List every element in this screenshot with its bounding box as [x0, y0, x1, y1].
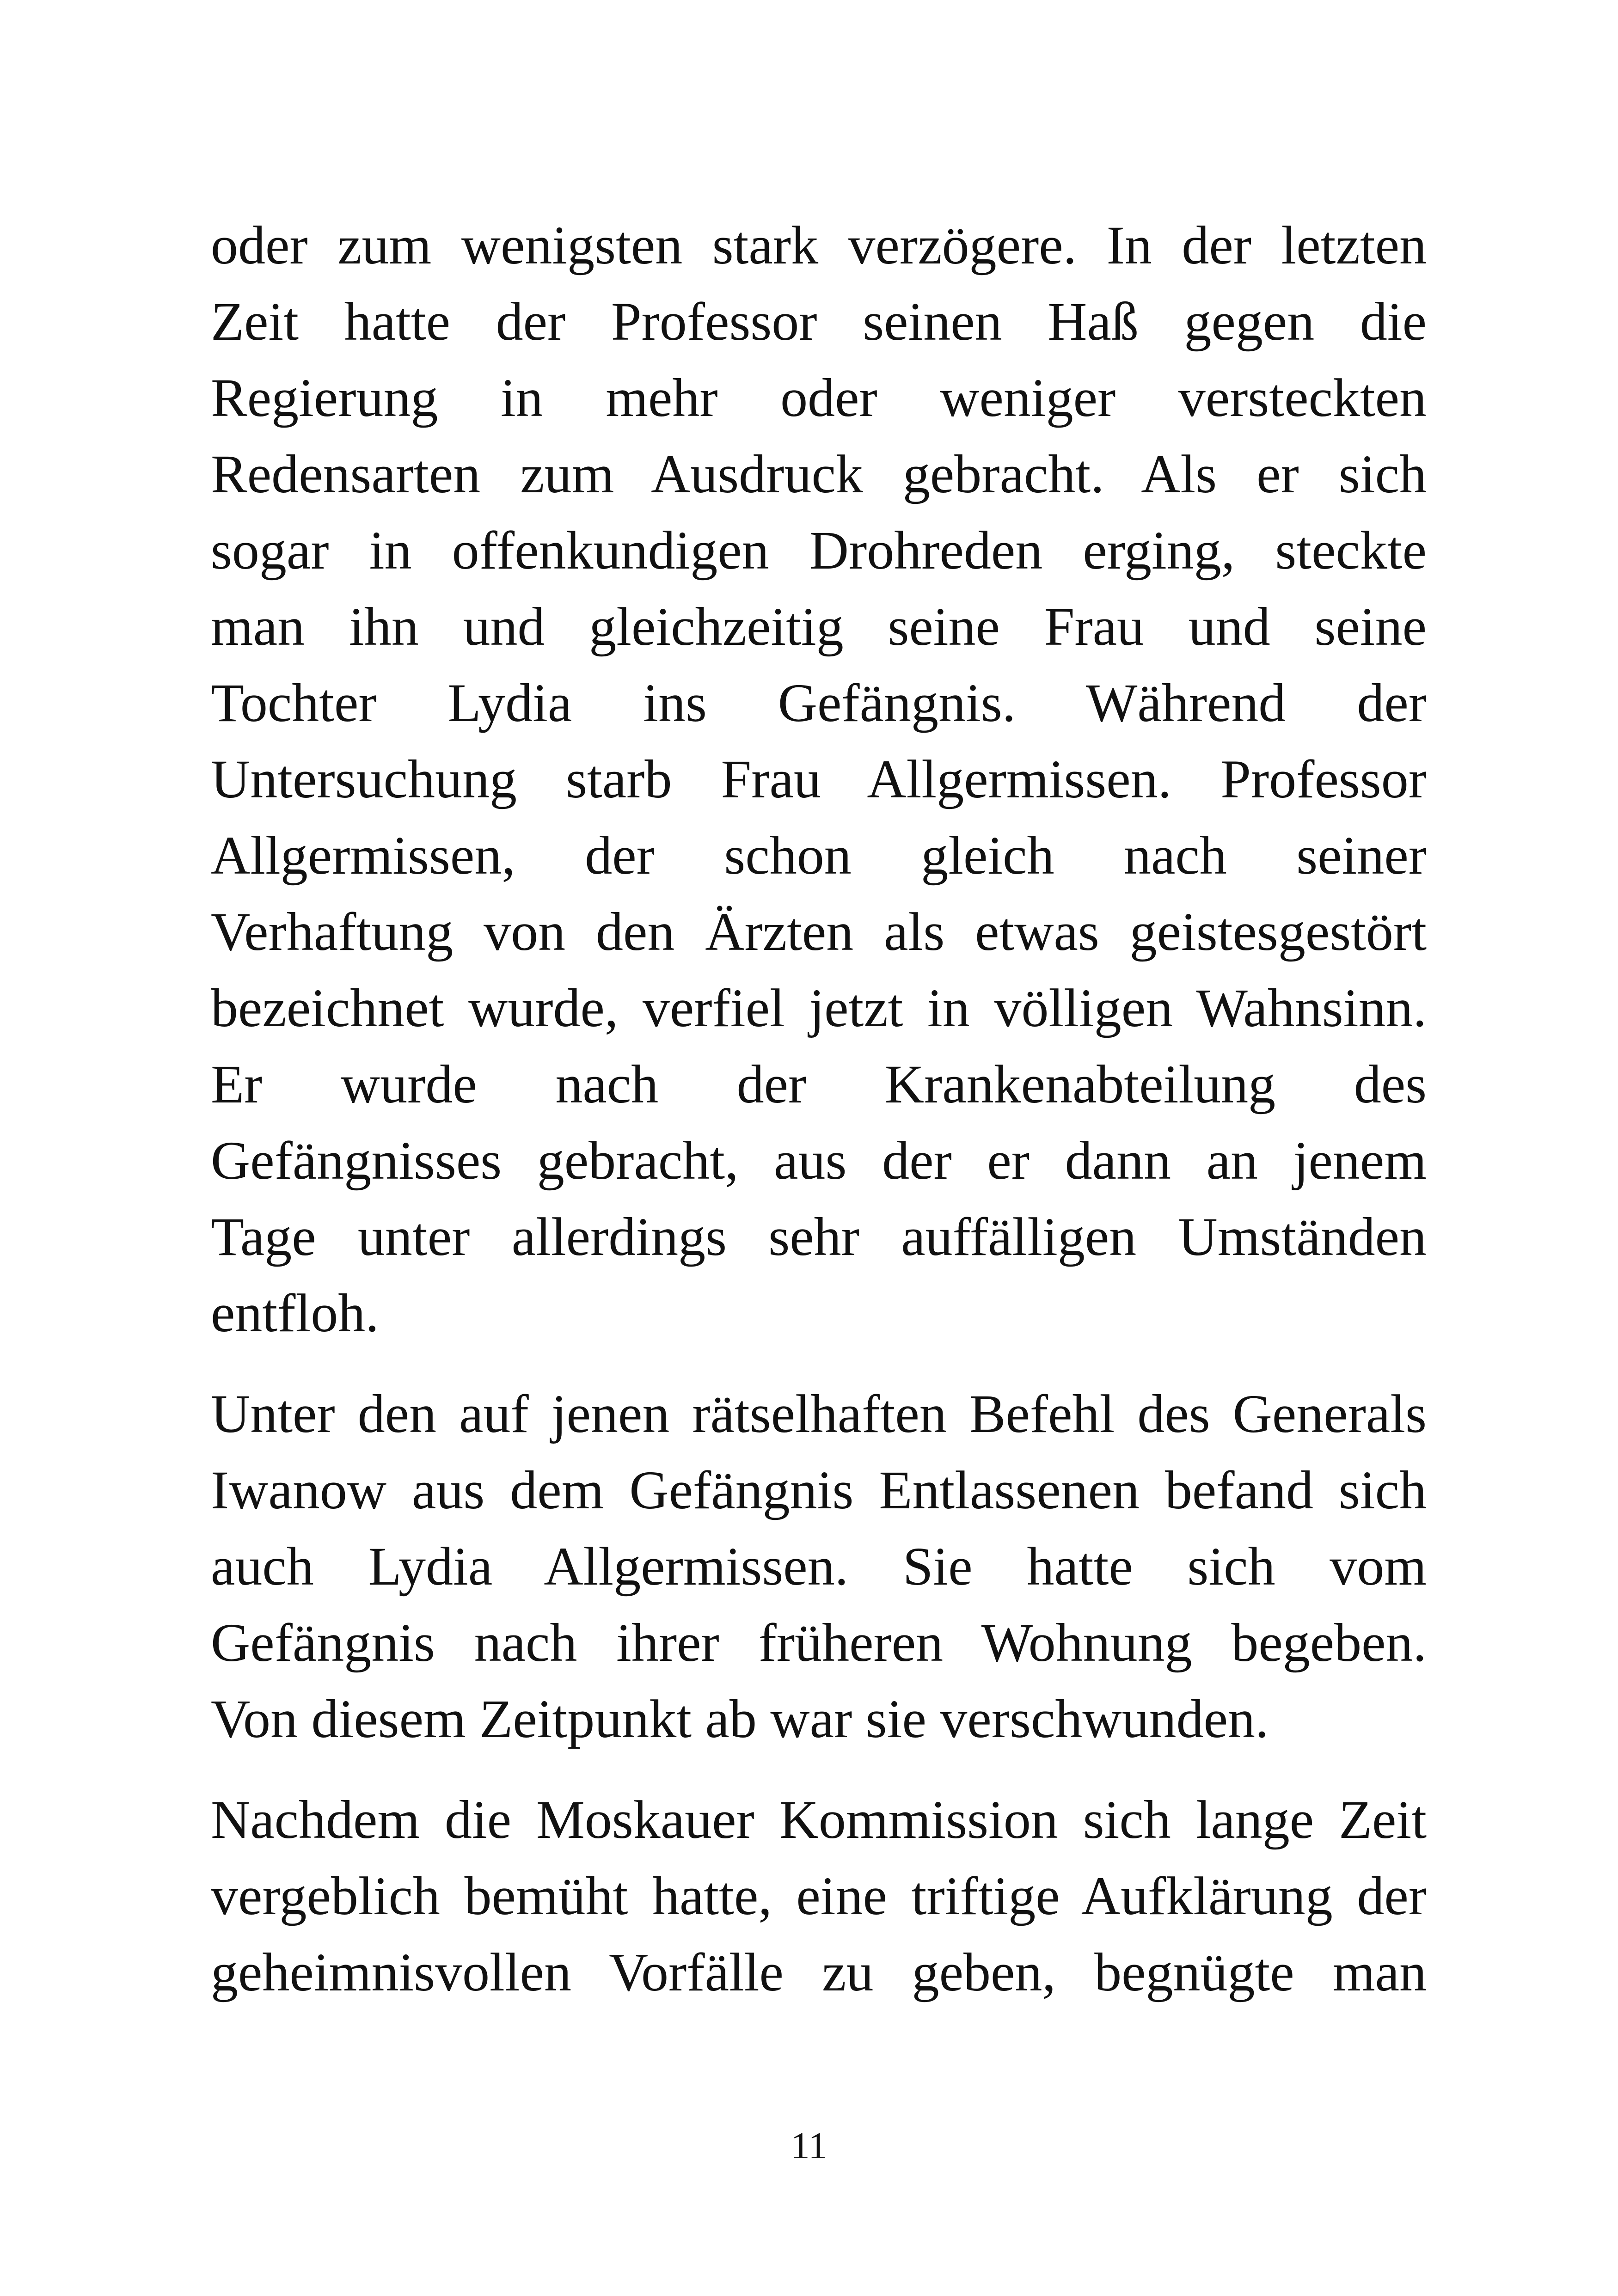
text-line: Zeit hatte der Professor seinen Haß gegen die	[211, 291, 1427, 352]
text-line: auch Lydia Allgermissen. Sie hatte sich vom	[211, 1536, 1427, 1597]
text-line: vergeblich bemüht hatte, eine triftige Aufklärung der	[211, 1866, 1427, 1926]
text-line: Untersuchung starb Frau Allgermissen. Professor	[211, 749, 1427, 809]
text-line: Regierung in mehr oder weniger versteckten	[211, 367, 1427, 428]
text-line: bezeichnet wurde, verfiel jetzt in völligen Wahnsinn.	[211, 978, 1427, 1038]
text-line: geheimnisvollen Vorfälle zu geben, begnügte man	[211, 1942, 1427, 2002]
text-line: Nachdem die Moskauer Kommission sich lange Zeit	[211, 1789, 1427, 1850]
text-line: Er wurde nach der Krankenabteilung des	[211, 1054, 1427, 1114]
text-line: Verhaftung von den Ärzten als etwas geistesgestört	[211, 901, 1427, 962]
text-line: Von diesem Zeitpunkt ab war sie verschwunden.	[211, 1689, 1269, 1749]
text-line: entfloh.	[211, 1283, 379, 1343]
paragraph-2	[211, 1376, 1427, 1757]
text-line: Unter den auf jenen rätselhaften Befehl des Generals	[211, 1384, 1427, 1444]
text-line: man ihn und gleichzeitig seine Frau und seine	[211, 596, 1427, 657]
text-line: Allgermissen, der schon gleich nach seiner	[211, 825, 1427, 886]
text-line: Tage unter allerdings sehr auffälligen Umständen	[211, 1206, 1427, 1267]
text-line: Gefängnisses gebracht, aus der er dann an jenem	[211, 1130, 1427, 1191]
paragraph-3	[211, 1782, 1427, 2010]
page-number: 11	[791, 2125, 827, 2167]
text-line: Iwanow aus dem Gefängnis Entlassenen befand sich	[211, 1460, 1427, 1520]
text-line: Redensarten zum Ausdruck gebracht. Als er sich	[211, 444, 1427, 504]
text-line: Tochter Lydia ins Gefängnis. Während der	[211, 673, 1427, 733]
paragraph-1	[211, 207, 1427, 1351]
text-line: Gefängnis nach ihrer früheren Wohnung begeben.	[211, 1612, 1427, 1673]
text-line: oder zum wenigsten stark verzögere. In der letzten	[211, 215, 1427, 276]
text-line: sogar in offenkundigen Drohreden erging, steckte	[211, 520, 1427, 581]
